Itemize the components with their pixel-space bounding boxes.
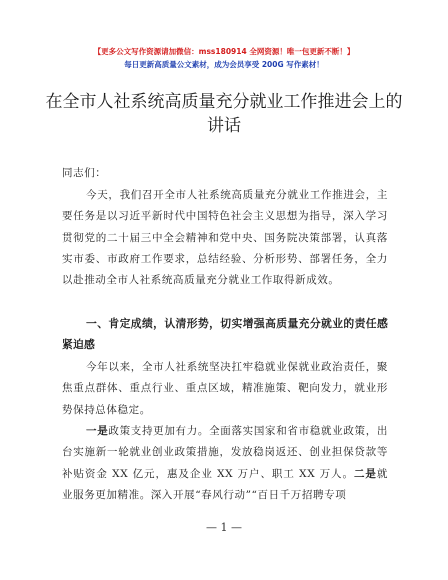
page-number: — 1 — xyxy=(206,521,242,534)
salutation: 同志们： xyxy=(62,167,107,179)
promo-banner-line1: 【更多公文写作资源请加微信：mss180914 全网资源！唯一包更新不断！】 xyxy=(93,47,355,56)
paragraph-intro: 今天，我们召开全市人社系统高质量充分就业工作推进会，主要任务是以习近平新时代中国特色社会主义思想为指导，深入学习贯彻党的二十届三中全会精神和党中央、国务院决策部署，认真落实市委、市政府工作要求，总结经验、分析形势、部署任务，全力以赴推动全市人社系统高质量充分就业工作取得新成效。 xyxy=(62,189,388,287)
document-title: 在全市人社系统高质量充分就业工作推进会上的讲话 xyxy=(45,92,403,136)
point-text-1: 政策支持更加有力。全面落实国家和省市稳就业政策，出台实施新一轮就业创业政策措施，发放稳岗返还、创业担保贷款等补贴资金 XX 亿元，惠及企业 XX 万户、职工 XX 万人。 xyxy=(62,425,389,480)
point-marker-2: 二是 xyxy=(353,467,377,480)
paragraph-achievements xyxy=(62,421,388,506)
point-text-2: 就业服务更加精准。深入开展“春风行动”“百日千万招聘专项 xyxy=(62,467,388,501)
promo-banner-line2: 每日更新高质量公文素材，成为会员享受 200G 写作素材！ xyxy=(124,60,324,69)
point-marker-1: 一是 xyxy=(86,425,109,437)
paragraph-overview: 今年以来，全市人社系统坚决扛牢稳就业保就业政治责任，聚焦重点群体、重点行业、重点区域，精准施策、靶向发力，就业形势保持总体稳定。 xyxy=(62,361,388,416)
section-heading-1: 一、肯定成绩，认清形势，切实增强高质量充分就业的责任感紧迫感 xyxy=(62,317,388,352)
